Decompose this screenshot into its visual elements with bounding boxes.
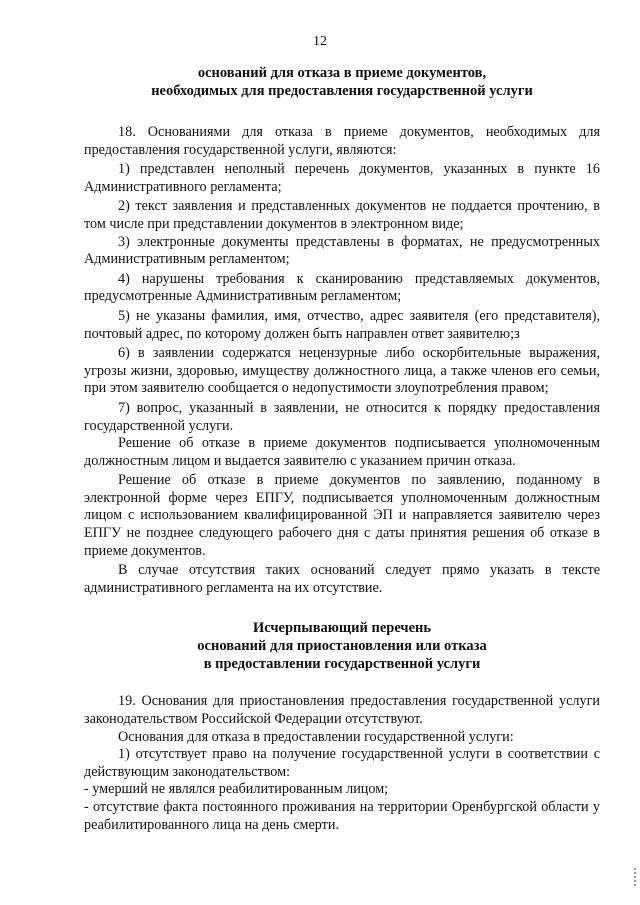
list-item-6: 6) в заявлении содержатся нецензурные либо оскорбительные выражения, угрозы жизни, здоровью, имуществу должностного лица, а также членов его семьи, при этом заявителю сообщается о недопустимости злоупотребления правом; <box>84 345 600 397</box>
section-heading-exhaustive-list <box>84 619 600 673</box>
list-item-5: 5) не указаны фамилия, имя, отчество, адрес заявителя (его представителя), почтовый адрес, по которому должен быть направлен ответ заявителю;з <box>84 307 600 342</box>
page-number: 12 <box>313 34 327 49</box>
heading-line: оснований для отказа в приеме документов, <box>197 65 487 81</box>
heading-line: Исчерпывающий перечень <box>252 620 432 637</box>
paragraph-refusal-decision: Решение об отказе в приеме документов подписывается уполномоченным должностным лицом и выдается заявителю с указанием причин отказа. <box>84 435 600 469</box>
list-item-not-rehabilitated: - умерший не являлся реабилитированным лицом; <box>84 781 389 798</box>
paragraph-no-grounds: В случае отсутствия таких оснований следует прямо указать в тексте административного регламента на их отсутствие. <box>84 562 600 596</box>
list-item-1: 1) представлен неполный перечень документов, указанных в пункте 16 Административного регламента; <box>84 161 600 195</box>
paragraph-18-intro: 18. Основаниями для отказа в приеме документов, необходимых для предоставления государственной услуги, являются: <box>84 124 600 158</box>
list-item-3: 3) электронные документы представлены в форматах, не предусмотренных Административным регламентом; <box>84 233 600 268</box>
paragraph-electronic-refusal: Решение об отказе в приеме документов по заявлению, поданному в электронной форме через ЕПГУ, подписывается уполномоченным должностным лицом с использованием квалифицированной ЭП и направляется заявителю через ЕПГУ не позднее следующего рабочего дня с даты принятия решения об отказе в приеме документов. <box>84 472 600 559</box>
paragraph-refusal-grounds: Основания для отказа в предоставлении государственной услуги: <box>118 728 514 745</box>
list-item-no-right: 1) отсутствует право на получение государственной услуги в соответствии с действующим законодательством: <box>84 746 600 780</box>
list-item-7: 7) вопрос, указанный в заявлении, не относится к порядку предоставления государственной услуги. <box>84 399 600 434</box>
scan-edge-mark <box>634 868 636 886</box>
paragraph-19-intro: 19. Основания для приостановления предоставления государственной услуги законодательством Российской Федерации отсутствуют. <box>84 693 600 728</box>
list-item-2: 2) текст заявления и представленных документов не поддается прочтению, в том числе при представлении документов в электронном виде; <box>84 198 600 232</box>
heading-line: оснований для приостановления или отказа <box>197 638 487 655</box>
heading-line: необходимых для предоставления государственной услуги <box>151 83 533 99</box>
heading-line: в предоставлении государственной услуги <box>203 656 481 673</box>
section-heading-refusal-grounds <box>84 64 600 100</box>
document-body <box>84 64 600 834</box>
list-item-no-residence: - отсутствие факта постоянного проживания на территории Оренбургской области у реабилитированного лица на день смерти. <box>84 799 600 833</box>
list-item-4: 4) нарушены требования к сканированию представляемых документов, предусмотренные Административным регламентом; <box>84 270 600 305</box>
